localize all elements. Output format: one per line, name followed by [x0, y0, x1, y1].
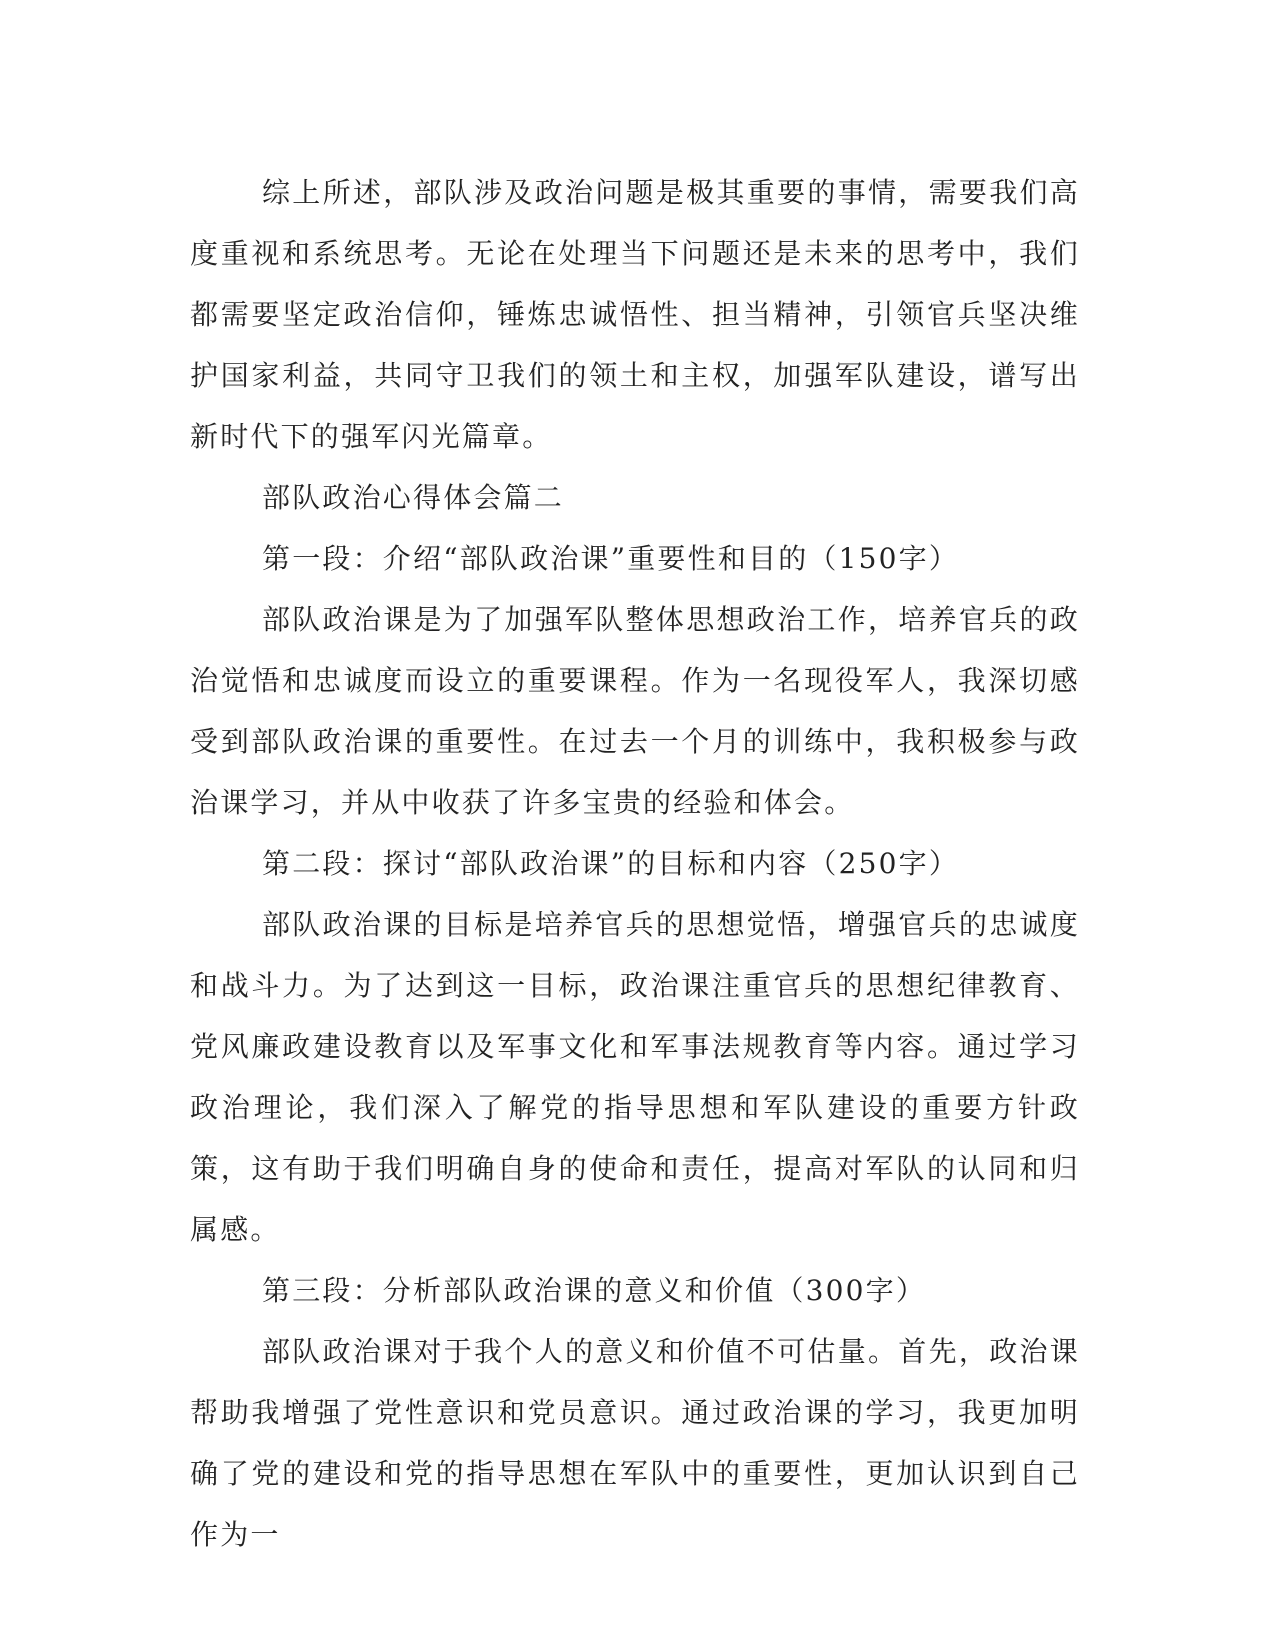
paragraph-goals: 部队政治课的目标是培养官兵的思想觉悟，增强官兵的忠诚度和战斗力。为了达到这一目标，政治课注重官兵的思想纪律教育、党风廉政建设教育以及军事文化和军事法规教育等内容。通过学习政治理论，我们深入了解党的指导思想和军队建设的重要方针政策，这有助于我们明确自身的使命和责任，提高对军队的认同和归属感。 [190, 908, 1080, 1246]
paragraph-intro: 部队政治课是为了加强军队整体思想政治工作，培养官兵的政治觉悟和忠诚度而设立的重要课程。作为一名现役军人，我深切感受到部队政治课的重要性。在过去一个月的训练中，我积极参与政治课学习，并从中收获了许多宝贵的经验和体会。 [190, 603, 1080, 819]
section-title-part-two: 部队政治心得体会篇二 [262, 481, 565, 514]
paragraph-significance: 部队政治课对于我个人的意义和价值不可估量。首先，政治课帮助我增强了党性意识和党员意识。通过政治课的学习，我更加明确了党的建设和党的指导思想在军队中的重要性，更加认识到自己作为一 [190, 1335, 1080, 1551]
subheading-paragraph-three: 第三段：分析部队政治课的意义和价值（300字） [262, 1274, 927, 1307]
subheading-paragraph-two: 第二段：探讨“部队政治课”的目标和内容（250字） [262, 847, 960, 880]
paragraph-conclusion: 综上所述，部队涉及政治问题是极其重要的事情，需要我们高度重视和系统思考。无论在处理当下问题还是未来的思考中，我们都需要坚定政治信仰，锤炼忠诚悟性、担当精神，引领官兵坚决维护国家利益，共同守卫我们的领土和主权，加强军队建设，谱写出新时代下的强军闪光篇章。 [190, 176, 1080, 453]
document-body [190, 162, 1080, 1565]
subheading-paragraph-one: 第一段：介绍“部队政治课”重要性和目的（150字） [262, 542, 960, 575]
